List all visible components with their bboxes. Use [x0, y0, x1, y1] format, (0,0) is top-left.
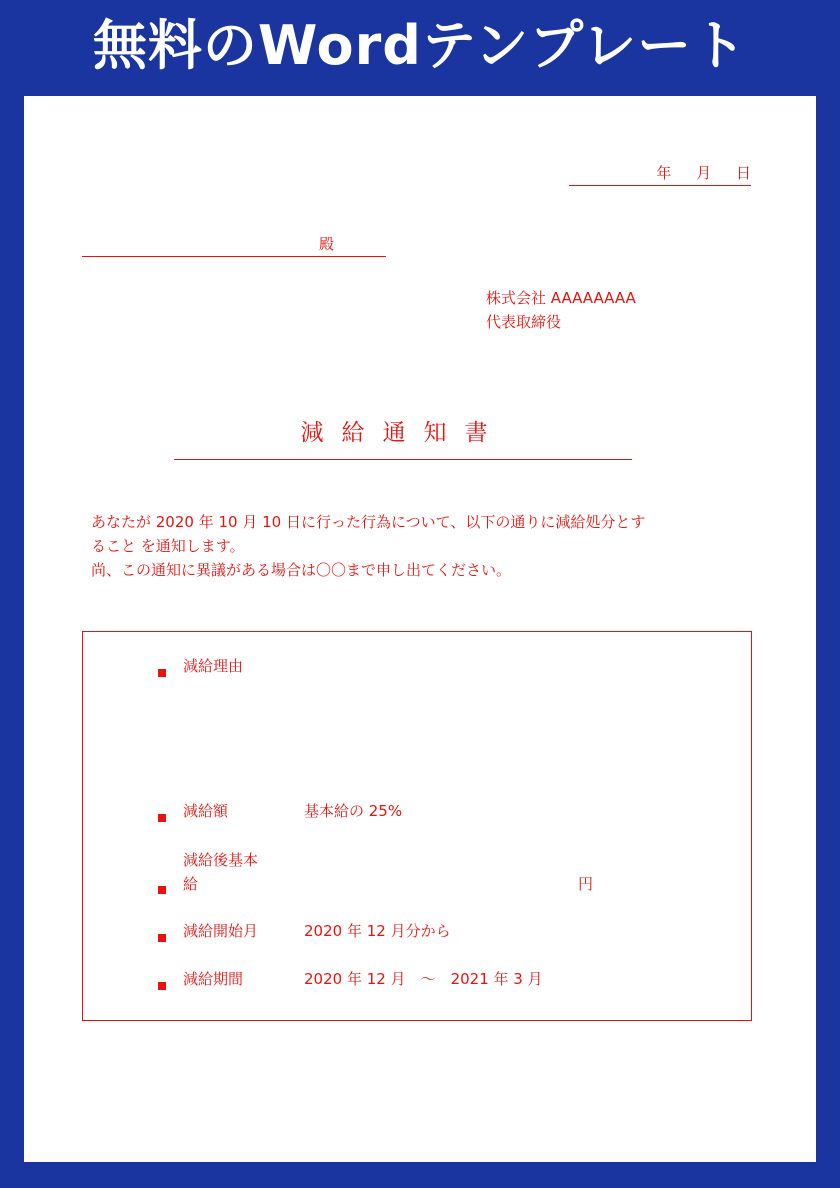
addressee-suffix: 殿 — [318, 235, 334, 253]
start-month-value: 2020 年 12 月分から — [304, 922, 451, 940]
after-salary-label-line2: 給 — [183, 875, 199, 893]
bullet-square-icon — [158, 934, 166, 942]
company-name: 株式会社 AAAAAAAA — [486, 289, 636, 307]
document-title: 減給通知書 — [174, 414, 632, 460]
date-line — [569, 162, 751, 186]
document-page — [24, 96, 816, 1162]
date-year: 年 — [656, 164, 672, 182]
after-salary-unit: 円 — [578, 875, 594, 893]
bullet-square-icon — [158, 982, 166, 990]
body-line: 尚、この通知に異議がある場合は〇〇まで申し出てください。 — [91, 561, 512, 579]
period-value: 2020 年 12 月 ～ 2021 年 3 月 — [304, 970, 543, 988]
amount-value: 基本給の 25% — [304, 802, 403, 820]
start-month-label: 減給開始月 — [183, 922, 259, 940]
after-salary-label-line1: 減給後基本 — [183, 851, 259, 869]
bullet-square-icon — [158, 669, 166, 677]
company-block — [486, 286, 636, 334]
company-position: 代表取締役 — [486, 313, 562, 331]
banner-title: 無料のWordテンプレート — [92, 14, 748, 77]
details-box — [82, 631, 752, 1021]
date-day: 日 — [735, 164, 751, 182]
amount-label: 減給額 — [183, 802, 229, 820]
bullet-square-icon — [158, 814, 166, 822]
body-line: あなたが 2020 年 10 月 10 日に行った行為について、以下の通りに減給処分とす — [91, 513, 646, 531]
period-label: 減給期間 — [183, 970, 244, 988]
body-text — [91, 510, 751, 582]
addressee-line — [82, 236, 386, 257]
date-month: 月 — [696, 164, 712, 182]
bullet-square-icon — [158, 886, 166, 894]
reason-label: 減給理由 — [183, 657, 244, 675]
body-line: ること を通知します。 — [91, 537, 245, 555]
